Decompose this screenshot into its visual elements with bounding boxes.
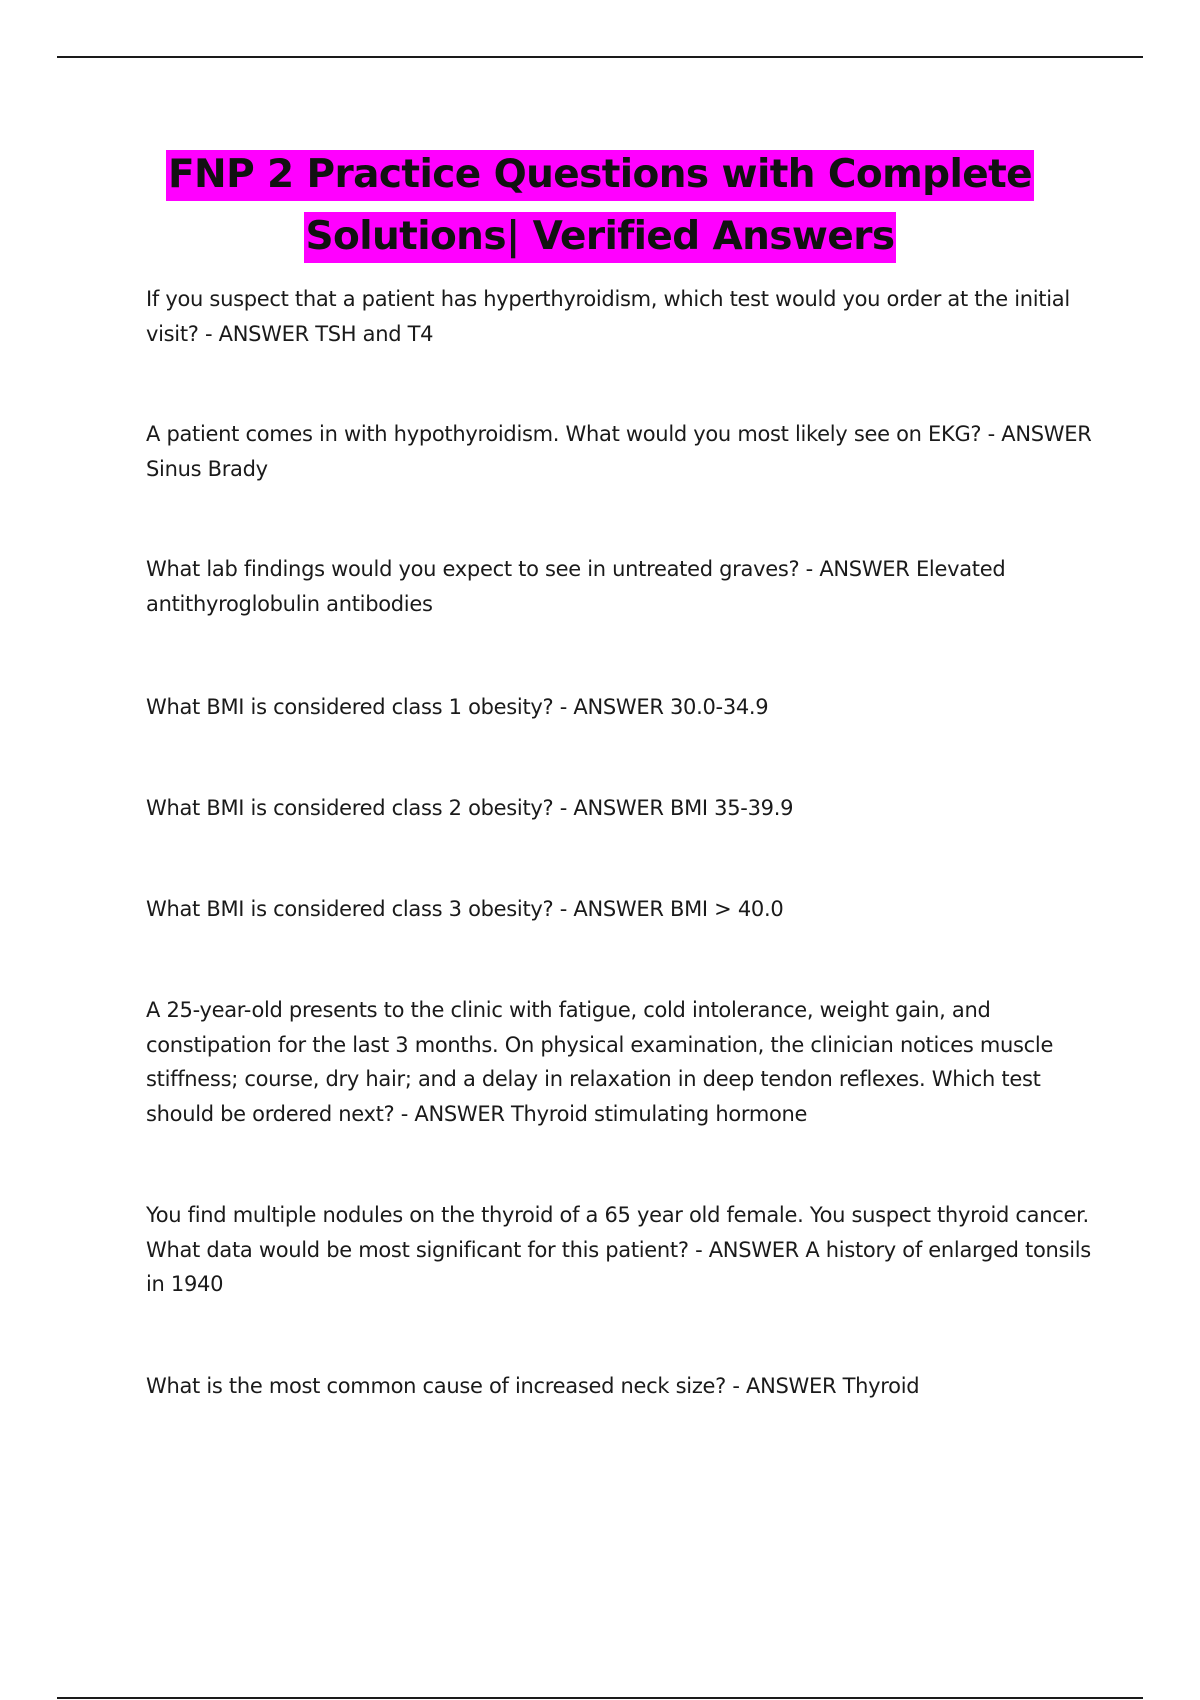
question-item: What is the most common cause of increased neck size? - ANSWER Thyroid	[146, 1374, 920, 1398]
question-item: If you suspect that a patient has hyperthyroidism, which test would you order at the initial visit? - ANSWER TSH and T4	[146, 287, 1070, 346]
bottom-rule	[57, 1697, 1143, 1699]
question-item: What BMI is considered class 2 obesity? - ANSWER BMI 35-39.9	[146, 796, 794, 820]
question-item: A 25-year-old presents to the clinic with fatigue, cold intolerance, weight gain, and constipation for the last 3 months. On physical examination, the clinician notices muscle stiffness; course, dry hair; and a delay in relaxation in deep tendon reflexes. Which test should be ordered next? - ANSWER Thyroid stimulating hormone	[146, 998, 1054, 1126]
question-item: What BMI is considered class 1 obesity? - ANSWER 30.0-34.9	[146, 695, 769, 719]
title-line-2: Solutions| Verified Answers	[304, 212, 897, 263]
title-line-1: FNP 2 Practice Questions with Complete	[166, 150, 1034, 201]
question-item: You find multiple nodules on the thyroid of a 65 year old female. You suspect thyroid cancer. What data would be most significant for this patient? - ANSWER A history of enlarged tonsils in 1940	[146, 1203, 1091, 1296]
question-item: What lab findings would you expect to see in untreated graves? - ANSWER Elevated antithyroglobulin antibodies	[146, 557, 1006, 616]
question-item: What BMI is considered class 3 obesity? - ANSWER BMI > 40.0	[146, 897, 784, 921]
question-item: A patient comes in with hypothyroidism. What would you most likely see on EKG? - ANSWER Sinus Brady	[146, 422, 1092, 481]
top-rule	[57, 56, 1143, 58]
page-title	[0, 144, 1200, 268]
